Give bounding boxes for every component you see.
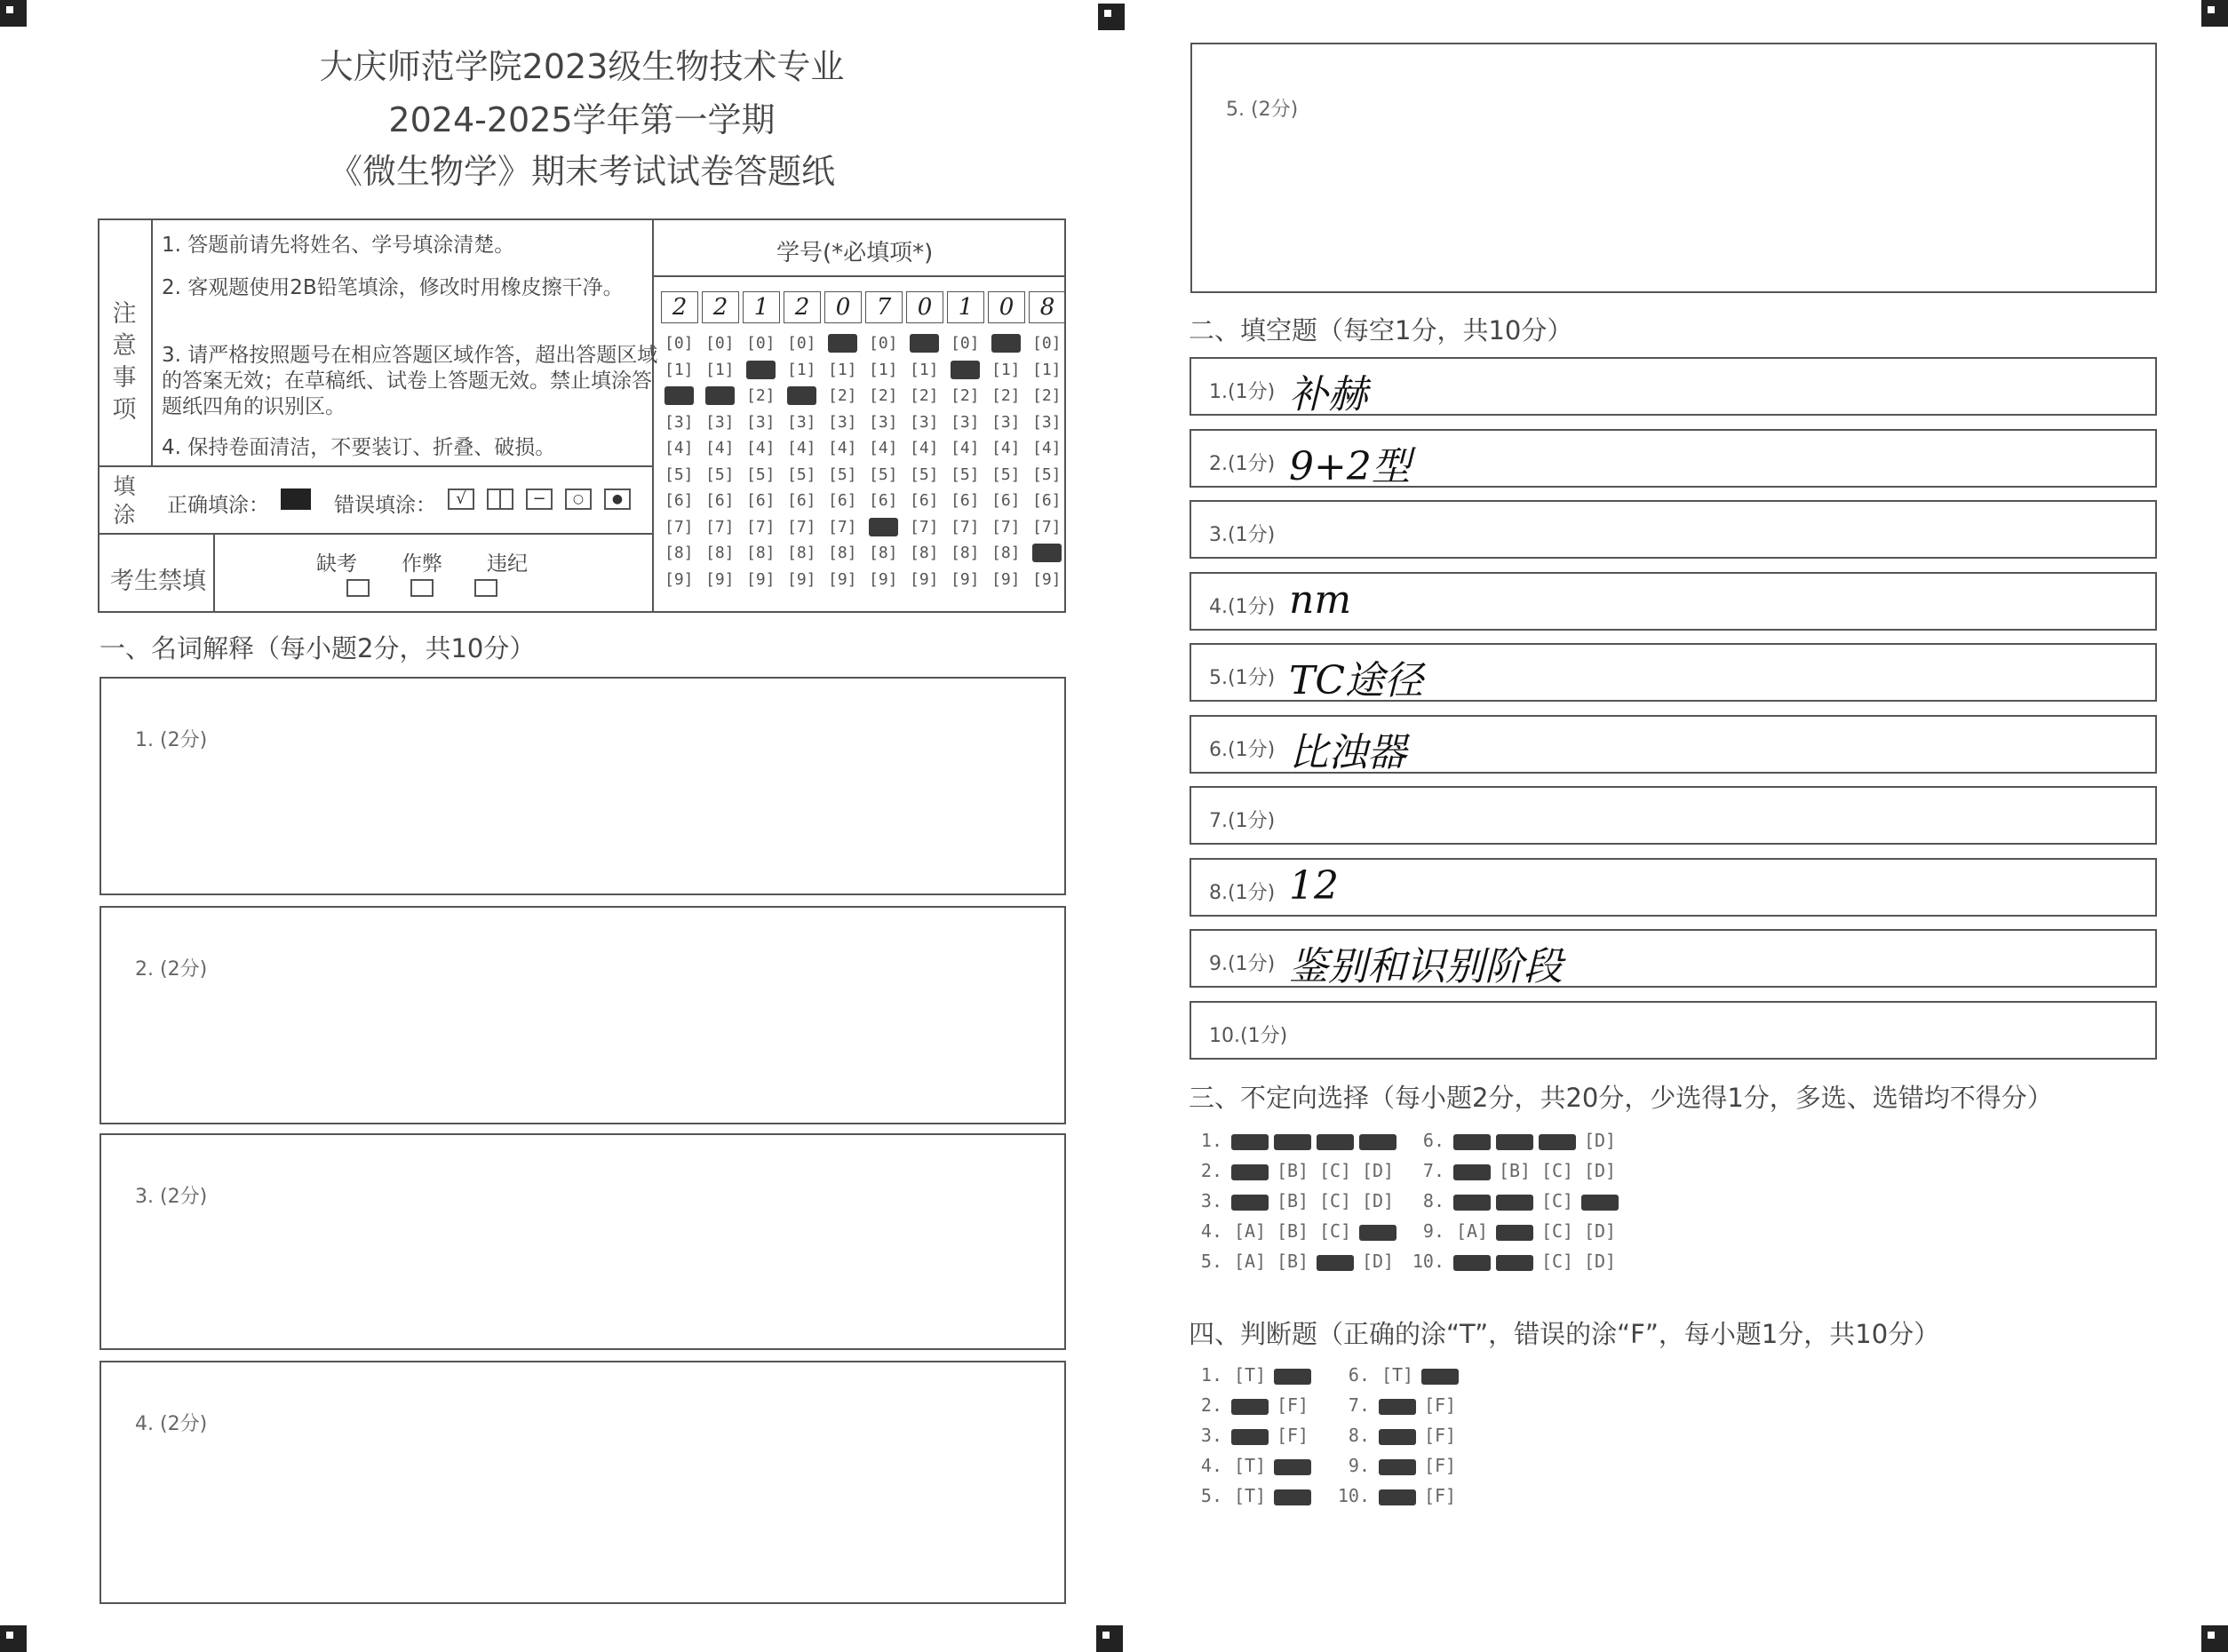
question-number: 4.	[1200, 1220, 1222, 1242]
choice-bubble[interactable]: [C]	[1540, 1190, 1574, 1211]
student-id-bubble[interactable]: [9]	[951, 569, 980, 589]
judge-bubble[interactable]: [T]	[1381, 1364, 1414, 1386]
fill-blank-box[interactable]	[1190, 1001, 2157, 1060]
choice-bubble[interactable]: [C]	[1540, 1160, 1574, 1181]
student-id-bubble[interactable]: [3]	[787, 412, 816, 432]
student-id-digit: 0	[906, 291, 943, 323]
notice-label: 注意事项	[112, 300, 137, 424]
judge-question-row	[1182, 1394, 1317, 1416]
judge-question-row	[1182, 1485, 1317, 1506]
section4-title: 四、判断题（正确的涂“T”，错误的涂“F”，每小题1分，共10分）	[1189, 1319, 1940, 1349]
correct-fill-sample	[281, 488, 311, 510]
student-id-bubble[interactable]: [0]	[787, 334, 816, 353]
judge-bubble[interactable]: [F]	[1423, 1394, 1457, 1416]
question-number: 6.	[1348, 1364, 1370, 1386]
student-id-bubble[interactable]: [8]	[746, 544, 776, 562]
student-id-bubble[interactable]: [8]	[664, 544, 694, 562]
question-number: 4.	[1200, 1455, 1222, 1476]
fill-blank-label: 5.(1分)	[1209, 667, 1276, 689]
choice-bubble[interactable]	[1359, 1225, 1396, 1241]
fill-blank-label: 7.(1分)	[1209, 810, 1276, 832]
student-id-bubble[interactable]: [4]	[828, 439, 857, 457]
notice-item-3: 3. 请严格按照题号在相应答题区域作答，超出答题区域的答案无效；在草稿纸、试卷上答题无效。禁止填涂答题纸四角的识别区。	[162, 344, 658, 418]
fill-blank-label: 8.(1分)	[1209, 881, 1276, 904]
choice-bubble[interactable]: [A]	[1233, 1251, 1267, 1272]
student-id-bubble[interactable]: [7]	[746, 517, 776, 536]
student-id-bubble[interactable]: [7]	[705, 517, 735, 536]
choice-question-row	[1182, 1160, 1402, 1181]
choice-bubble[interactable]: [C]	[1318, 1220, 1352, 1242]
student-id-digit: 1	[947, 291, 984, 323]
judge-bubble[interactable]	[1274, 1369, 1311, 1385]
fill-blank-label: 4.(1分)	[1209, 595, 1276, 618]
choice-question-row	[1182, 1190, 1402, 1211]
choice-bubble[interactable]: [D]	[1361, 1190, 1395, 1211]
fill-blank-box[interactable]	[1190, 357, 2157, 416]
student-id-bubble[interactable]: [6]	[828, 491, 857, 510]
judge-bubble[interactable]: [F]	[1276, 1394, 1309, 1416]
student-id-bubble[interactable]: [0]	[1032, 334, 1062, 353]
student-id-digit: 2	[661, 291, 698, 323]
student-id-bubble[interactable]: [8]	[869, 544, 898, 562]
choice-bubble[interactable]	[1496, 1134, 1533, 1150]
question-number: 10.	[1337, 1485, 1370, 1506]
student-id-bubble[interactable]: [5]	[910, 465, 939, 484]
student-id-bubble[interactable]: [8]	[951, 544, 980, 562]
fill-blank-answer: 比浊器	[1289, 729, 1406, 775]
student-id-bubble[interactable]: [8]	[705, 544, 735, 562]
student-id-digit: 1	[743, 291, 780, 323]
student-id-bubble[interactable]: [6]	[991, 491, 1021, 510]
judge-question-row	[1329, 1485, 1464, 1506]
wrong-fill-sample-3: −	[526, 488, 553, 510]
student-id-bubble[interactable]: [3]	[1032, 412, 1062, 432]
question-number: 5.	[1200, 1251, 1222, 1272]
fill-blank-answer: 12	[1289, 862, 1339, 909]
student-id-bubble[interactable]	[705, 386, 735, 405]
student-id-bubble[interactable]: [7]	[951, 517, 980, 536]
student-id-bubble[interactable]: [3]	[828, 412, 857, 432]
student-id-bubble[interactable]: [3]	[869, 412, 898, 432]
fill-blank-label: 1.(1分)	[1209, 381, 1276, 403]
question-label: 5. (2分)	[1226, 99, 1299, 121]
fill-blank-box[interactable]	[1190, 715, 2157, 774]
student-id-bubble[interactable]: [3]	[910, 412, 939, 432]
registration-mark	[0, 0, 27, 27]
section1-title: 一、名词解释（每小题2分，共10分）	[99, 633, 536, 663]
question-label: 3. (2分)	[135, 1186, 208, 1208]
choice-bubble[interactable]	[1317, 1255, 1354, 1271]
student-id-bubble[interactable]: [5]	[746, 465, 776, 484]
choice-bubble[interactable]: [C]	[1540, 1220, 1574, 1242]
fill-blank-answer: nm	[1289, 576, 1352, 623]
student-id-bubble[interactable]: [7]	[910, 517, 939, 536]
student-id-bubble[interactable]	[828, 334, 857, 353]
choice-question-row	[1404, 1220, 1624, 1242]
student-id-bubble[interactable]: [3]	[991, 412, 1021, 432]
choice-question-row	[1404, 1251, 1624, 1272]
choice-bubble[interactable]	[1453, 1164, 1491, 1180]
choice-bubble[interactable]	[1359, 1134, 1396, 1150]
student-id-bubble[interactable]: [9]	[705, 569, 735, 589]
student-id-bubble[interactable]: [2]	[746, 386, 776, 405]
choice-bubble[interactable]: [D]	[1583, 1160, 1617, 1181]
student-id-bubble[interactable]: [1]	[1032, 360, 1062, 379]
term-answer-box-4[interactable]	[99, 1361, 1066, 1604]
question-number: 3.	[1200, 1425, 1222, 1446]
term-answer-box-5[interactable]	[1190, 43, 2157, 293]
forbid-option-violation: 违纪	[487, 552, 528, 576]
student-id-digit: 0	[824, 291, 862, 323]
student-id-bubble[interactable]: [1]	[910, 360, 939, 379]
student-id-bubble[interactable]: [3]	[746, 412, 776, 432]
question-number: 5.	[1200, 1485, 1222, 1506]
student-id-bubble[interactable]: [7]	[1032, 517, 1062, 536]
notice-item-1: 1. 答题前请先将姓名、学号填涂清楚。	[162, 234, 515, 257]
question-number: 2.	[1200, 1160, 1222, 1181]
student-id-bubble[interactable]: [6]	[787, 491, 816, 510]
student-id-bubble[interactable]: [2]	[951, 386, 980, 405]
student-id-bubble[interactable]: [9]	[1032, 569, 1062, 589]
student-id-bubble[interactable]: [0]	[746, 334, 776, 353]
section2-title: 二、填空题（每空1分，共10分）	[1189, 315, 1573, 345]
judge-bubble[interactable]: [T]	[1233, 1455, 1267, 1476]
choice-bubble[interactable]: [A]	[1455, 1220, 1489, 1242]
student-id-digit: 2	[702, 291, 739, 323]
term-answer-box-1[interactable]	[99, 677, 1066, 895]
exam-info-block	[98, 218, 1066, 613]
student-id-bubble[interactable]: [6]	[746, 491, 776, 510]
student-id-digit: 8	[1029, 291, 1066, 323]
fill-blank-answer: 鉴别和识别阶段	[1289, 944, 1563, 989]
judge-bubble[interactable]	[1231, 1399, 1269, 1415]
judge-bubble[interactable]	[1274, 1459, 1311, 1475]
student-id-bubble[interactable]: [5]	[1032, 465, 1062, 484]
judge-bubble[interactable]	[1379, 1489, 1416, 1505]
fill-blank-label: 3.(1分)	[1209, 524, 1276, 546]
question-number: 8.	[1422, 1190, 1444, 1211]
student-id-bubble[interactable]: [0]	[664, 334, 694, 353]
student-id-bubble[interactable]: [3]	[951, 412, 980, 432]
choice-bubble[interactable]	[1496, 1225, 1533, 1241]
choice-bubble[interactable]: [C]	[1318, 1160, 1352, 1181]
student-id-bubble[interactable]: [0]	[869, 334, 898, 353]
choice-bubble[interactable]: [B]	[1498, 1160, 1532, 1181]
question-number: 1.	[1200, 1130, 1222, 1151]
forbid-option-cheat: 作弊	[402, 552, 442, 576]
judge-bubble[interactable]	[1231, 1429, 1269, 1445]
registration-mark	[1098, 4, 1125, 30]
judge-question-row	[1182, 1364, 1317, 1386]
term-answer-box-3[interactable]	[99, 1133, 1066, 1350]
student-id-label: 学号(*必填项*)	[776, 240, 934, 266]
student-id-bubble[interactable]: [9]	[746, 569, 776, 589]
student-id-bubble[interactable]: [7]	[664, 517, 694, 536]
choice-bubble[interactable]: [D]	[1361, 1160, 1395, 1181]
correct-fill-label: 正确填涂：	[167, 494, 269, 517]
student-id-bubble[interactable]: [2]	[991, 386, 1021, 405]
choice-question-row	[1182, 1251, 1402, 1272]
student-id-bubble[interactable]: [7]	[991, 517, 1021, 536]
student-id-digit: 2	[784, 291, 821, 323]
student-id-bubble[interactable]: [1]	[991, 360, 1021, 379]
question-label: 2. (2分)	[135, 958, 208, 981]
choice-bubble[interactable]: [D]	[1361, 1251, 1395, 1272]
student-id-bubble[interactable]: [6]	[951, 491, 980, 510]
student-id-bubble[interactable]: [5]	[705, 465, 735, 484]
student-id-bubble[interactable]: [0]	[705, 334, 735, 353]
choice-bubble[interactable]	[1539, 1134, 1576, 1150]
student-id-bubble[interactable]: [5]	[869, 465, 898, 484]
fill-blank-box[interactable]	[1190, 572, 2157, 631]
student-id-bubble[interactable]: [9]	[664, 569, 694, 589]
page-title-line-2: 2024-2025学年第一学期	[388, 100, 776, 139]
student-id-bubble[interactable]	[787, 386, 816, 405]
question-number: 9.	[1348, 1455, 1370, 1476]
page-title-line-3: 《微生物学》期末考试试卷答题纸	[328, 152, 835, 191]
choice-bubble[interactable]: [B]	[1276, 1220, 1309, 1242]
wrong-fill-label: 错误填涂：	[334, 494, 436, 517]
student-id-bubble[interactable]: [5]	[787, 465, 816, 484]
question-number: 6.	[1422, 1130, 1444, 1151]
student-id-bubble[interactable]: [4]	[664, 439, 694, 457]
notice-item-4: 4. 保持卷面清洁，不要装订、折叠、破损。	[162, 436, 556, 459]
choice-bubble[interactable]	[1231, 1195, 1269, 1211]
student-id-bubble[interactable]	[746, 361, 776, 379]
fill-blank-box[interactable]	[1190, 643, 2157, 702]
student-id-bubble[interactable]: [1]	[664, 360, 694, 379]
student-id-bubble[interactable]	[951, 361, 980, 379]
student-id-bubble[interactable]: [1]	[869, 360, 898, 379]
forbid-label: 考生禁填	[110, 568, 206, 595]
student-id-bubble[interactable]: [6]	[910, 491, 939, 510]
question-number: 3.	[1200, 1190, 1222, 1211]
judge-bubble[interactable]: [F]	[1423, 1425, 1457, 1446]
choice-bubble[interactable]	[1274, 1134, 1311, 1150]
choice-question-row	[1182, 1130, 1402, 1151]
student-id-bubble[interactable]	[910, 334, 939, 353]
fill-blank-box[interactable]	[1190, 858, 2157, 917]
wrong-fill-sample-5: ●	[604, 488, 631, 510]
registration-mark	[2201, 1625, 2228, 1652]
question-number: 9.	[1422, 1220, 1444, 1242]
judge-bubble[interactable]	[1421, 1369, 1459, 1385]
student-id-bubble[interactable]	[991, 334, 1021, 353]
fill-label: 填涂	[113, 473, 136, 528]
student-id-bubble[interactable]: [9]	[910, 569, 939, 589]
student-id-bubble[interactable]: [6]	[664, 491, 694, 510]
question-number: 1.	[1200, 1364, 1222, 1386]
question-number: 7.	[1348, 1394, 1370, 1416]
student-id-bubble[interactable]: [8]	[910, 544, 939, 562]
student-id-bubble[interactable]	[664, 386, 694, 405]
choice-bubble[interactable]: [D]	[1583, 1251, 1617, 1272]
student-id-bubble[interactable]: [9]	[991, 569, 1021, 589]
judge-question-row	[1182, 1455, 1317, 1476]
notice-item-2: 2. 客观题使用2B铅笔填涂，修改时用橡皮擦干净。	[162, 276, 624, 299]
student-id-bubble[interactable]: [5]	[951, 465, 980, 484]
page-title-line-1: 大庆师范学院2023级生物技术专业	[319, 47, 845, 86]
wrong-fill-sample-4: ○	[565, 488, 592, 510]
student-id-digit: 0	[988, 291, 1025, 323]
student-id-bubble[interactable]: [2]	[1032, 386, 1062, 405]
student-id-bubble[interactable]: [3]	[664, 412, 694, 432]
fill-blank-box[interactable]	[1190, 929, 2157, 988]
judge-bubble[interactable]	[1274, 1489, 1311, 1505]
student-id-bubble[interactable]: [2]	[828, 386, 857, 405]
choice-bubble[interactable]	[1581, 1195, 1619, 1211]
student-id-digit: 7	[865, 291, 903, 323]
student-id-bubble[interactable]: [7]	[787, 517, 816, 536]
student-id-bubble[interactable]: [3]	[705, 412, 735, 432]
choice-question-row	[1404, 1160, 1624, 1181]
student-id-bubble[interactable]: [4]	[910, 439, 939, 457]
student-id-bubble[interactable]: [2]	[869, 386, 898, 405]
fill-blank-label: 2.(1分)	[1209, 452, 1276, 475]
student-id-bubble[interactable]: [4]	[869, 439, 898, 457]
judge-bubble[interactable]	[1379, 1459, 1416, 1475]
fill-blank-box[interactable]	[1190, 429, 2157, 488]
student-id-bubble[interactable]: [8]	[828, 544, 857, 562]
student-id-bubble[interactable]: [8]	[787, 544, 816, 562]
judge-question-row	[1329, 1425, 1464, 1446]
fill-blank-box[interactable]	[1190, 786, 2157, 845]
student-id-bubble[interactable]	[869, 518, 898, 536]
fill-blank-box[interactable]	[1190, 500, 2157, 559]
choice-bubble[interactable]	[1453, 1134, 1491, 1150]
registration-mark	[0, 1625, 27, 1652]
student-id-bubble[interactable]: [4]	[1032, 439, 1062, 457]
student-id-bubble[interactable]: [4]	[746, 439, 776, 457]
student-id-bubble[interactable]: [7]	[828, 517, 857, 536]
fill-blank-answer: 补赫	[1289, 372, 1367, 417]
student-id-bubble[interactable]: [6]	[1032, 491, 1062, 510]
student-id-bubble[interactable]: [6]	[869, 491, 898, 510]
student-id-bubble[interactable]: [5]	[664, 465, 694, 484]
judge-bubble[interactable]	[1379, 1429, 1416, 1445]
forbid-checkbox-violation[interactable]	[474, 579, 497, 597]
judge-bubble[interactable]: [T]	[1233, 1364, 1267, 1386]
student-id-bubble[interactable]	[1032, 544, 1062, 562]
question-number: 2.	[1200, 1394, 1222, 1416]
judge-question-row	[1329, 1394, 1464, 1416]
registration-mark	[1096, 1625, 1123, 1652]
choice-question-row	[1182, 1220, 1402, 1242]
fill-blank-label: 9.(1分)	[1209, 953, 1276, 975]
judge-question-row	[1329, 1364, 1464, 1386]
choice-bubble[interactable]	[1317, 1134, 1354, 1150]
question-number: 8.	[1348, 1425, 1370, 1446]
choice-bubble[interactable]: [C]	[1540, 1251, 1574, 1272]
student-id-bubble[interactable]: [9]	[828, 569, 857, 589]
choice-bubble[interactable]: [D]	[1583, 1130, 1617, 1151]
judge-bubble[interactable]: [F]	[1276, 1425, 1309, 1446]
choice-bubble[interactable]: [B]	[1276, 1190, 1309, 1211]
choice-bubble[interactable]: [B]	[1276, 1160, 1309, 1181]
choice-bubble[interactable]: [B]	[1276, 1251, 1309, 1272]
judge-bubble[interactable]: [F]	[1423, 1485, 1457, 1506]
judge-question-row	[1182, 1425, 1317, 1446]
student-id-bubble[interactable]: [8]	[991, 544, 1021, 562]
forbid-checkbox-cheat[interactable]	[410, 579, 434, 597]
judge-bubble[interactable]	[1379, 1399, 1416, 1415]
student-id-bubble[interactable]: [4]	[951, 439, 980, 457]
choice-bubble[interactable]	[1453, 1255, 1491, 1271]
student-id-bubble[interactable]: [0]	[951, 334, 980, 353]
section3-title: 三、不定向选择（每小题2分，共20分，少选得1分，多选、选错均不得分）	[1189, 1083, 2053, 1113]
fill-blank-answer: TC途径	[1289, 658, 1424, 703]
question-label: 4. (2分)	[135, 1413, 208, 1435]
student-id-bubble[interactable]: [9]	[869, 569, 898, 589]
wrong-fill-sample-2	[487, 488, 513, 510]
fill-blank-label: 10.(1分)	[1209, 1024, 1288, 1047]
student-id-bubble[interactable]: [1]	[828, 360, 857, 379]
student-id-bubble[interactable]: [6]	[705, 491, 735, 510]
judge-bubble[interactable]: [T]	[1233, 1485, 1267, 1506]
fill-blank-label: 6.(1分)	[1209, 738, 1276, 761]
choice-bubble[interactable]	[1453, 1195, 1491, 1211]
student-id-bubble[interactable]: [1]	[705, 360, 735, 379]
forbid-checkbox-absent[interactable]	[346, 579, 370, 597]
judge-bubble[interactable]: [F]	[1423, 1455, 1457, 1476]
choice-bubble[interactable]: [C]	[1318, 1190, 1352, 1211]
term-answer-box-2[interactable]	[99, 906, 1066, 1124]
choice-bubble[interactable]	[1231, 1164, 1269, 1180]
forbid-option-absent: 缺考	[316, 552, 357, 576]
choice-question-row	[1404, 1190, 1624, 1211]
student-id-bubble[interactable]: [2]	[910, 386, 939, 405]
student-id-bubble[interactable]: [5]	[828, 465, 857, 484]
fill-blank-answer: 9+2型	[1289, 443, 1411, 489]
question-number: 7.	[1422, 1160, 1444, 1181]
choice-bubble[interactable]	[1496, 1195, 1533, 1211]
student-id-bubble[interactable]: [5]	[991, 465, 1021, 484]
choice-bubble[interactable]: [D]	[1583, 1220, 1617, 1242]
student-id-bubble[interactable]: [4]	[787, 439, 816, 457]
student-id-bubble[interactable]: [9]	[787, 569, 816, 589]
student-id-bubble[interactable]: [4]	[991, 439, 1021, 457]
choice-question-row	[1404, 1130, 1624, 1151]
question-number: 10.	[1412, 1251, 1444, 1272]
judge-question-row	[1329, 1455, 1464, 1476]
student-id-bubble[interactable]: [1]	[787, 360, 816, 379]
choice-bubble[interactable]: [A]	[1233, 1220, 1267, 1242]
choice-bubble[interactable]	[1231, 1134, 1269, 1150]
student-id-bubble[interactable]: [4]	[705, 439, 735, 457]
registration-mark	[2201, 0, 2228, 27]
wrong-fill-sample-1: √	[448, 488, 474, 510]
choice-bubble[interactable]	[1496, 1255, 1533, 1271]
question-label: 1. (2分)	[135, 729, 208, 751]
